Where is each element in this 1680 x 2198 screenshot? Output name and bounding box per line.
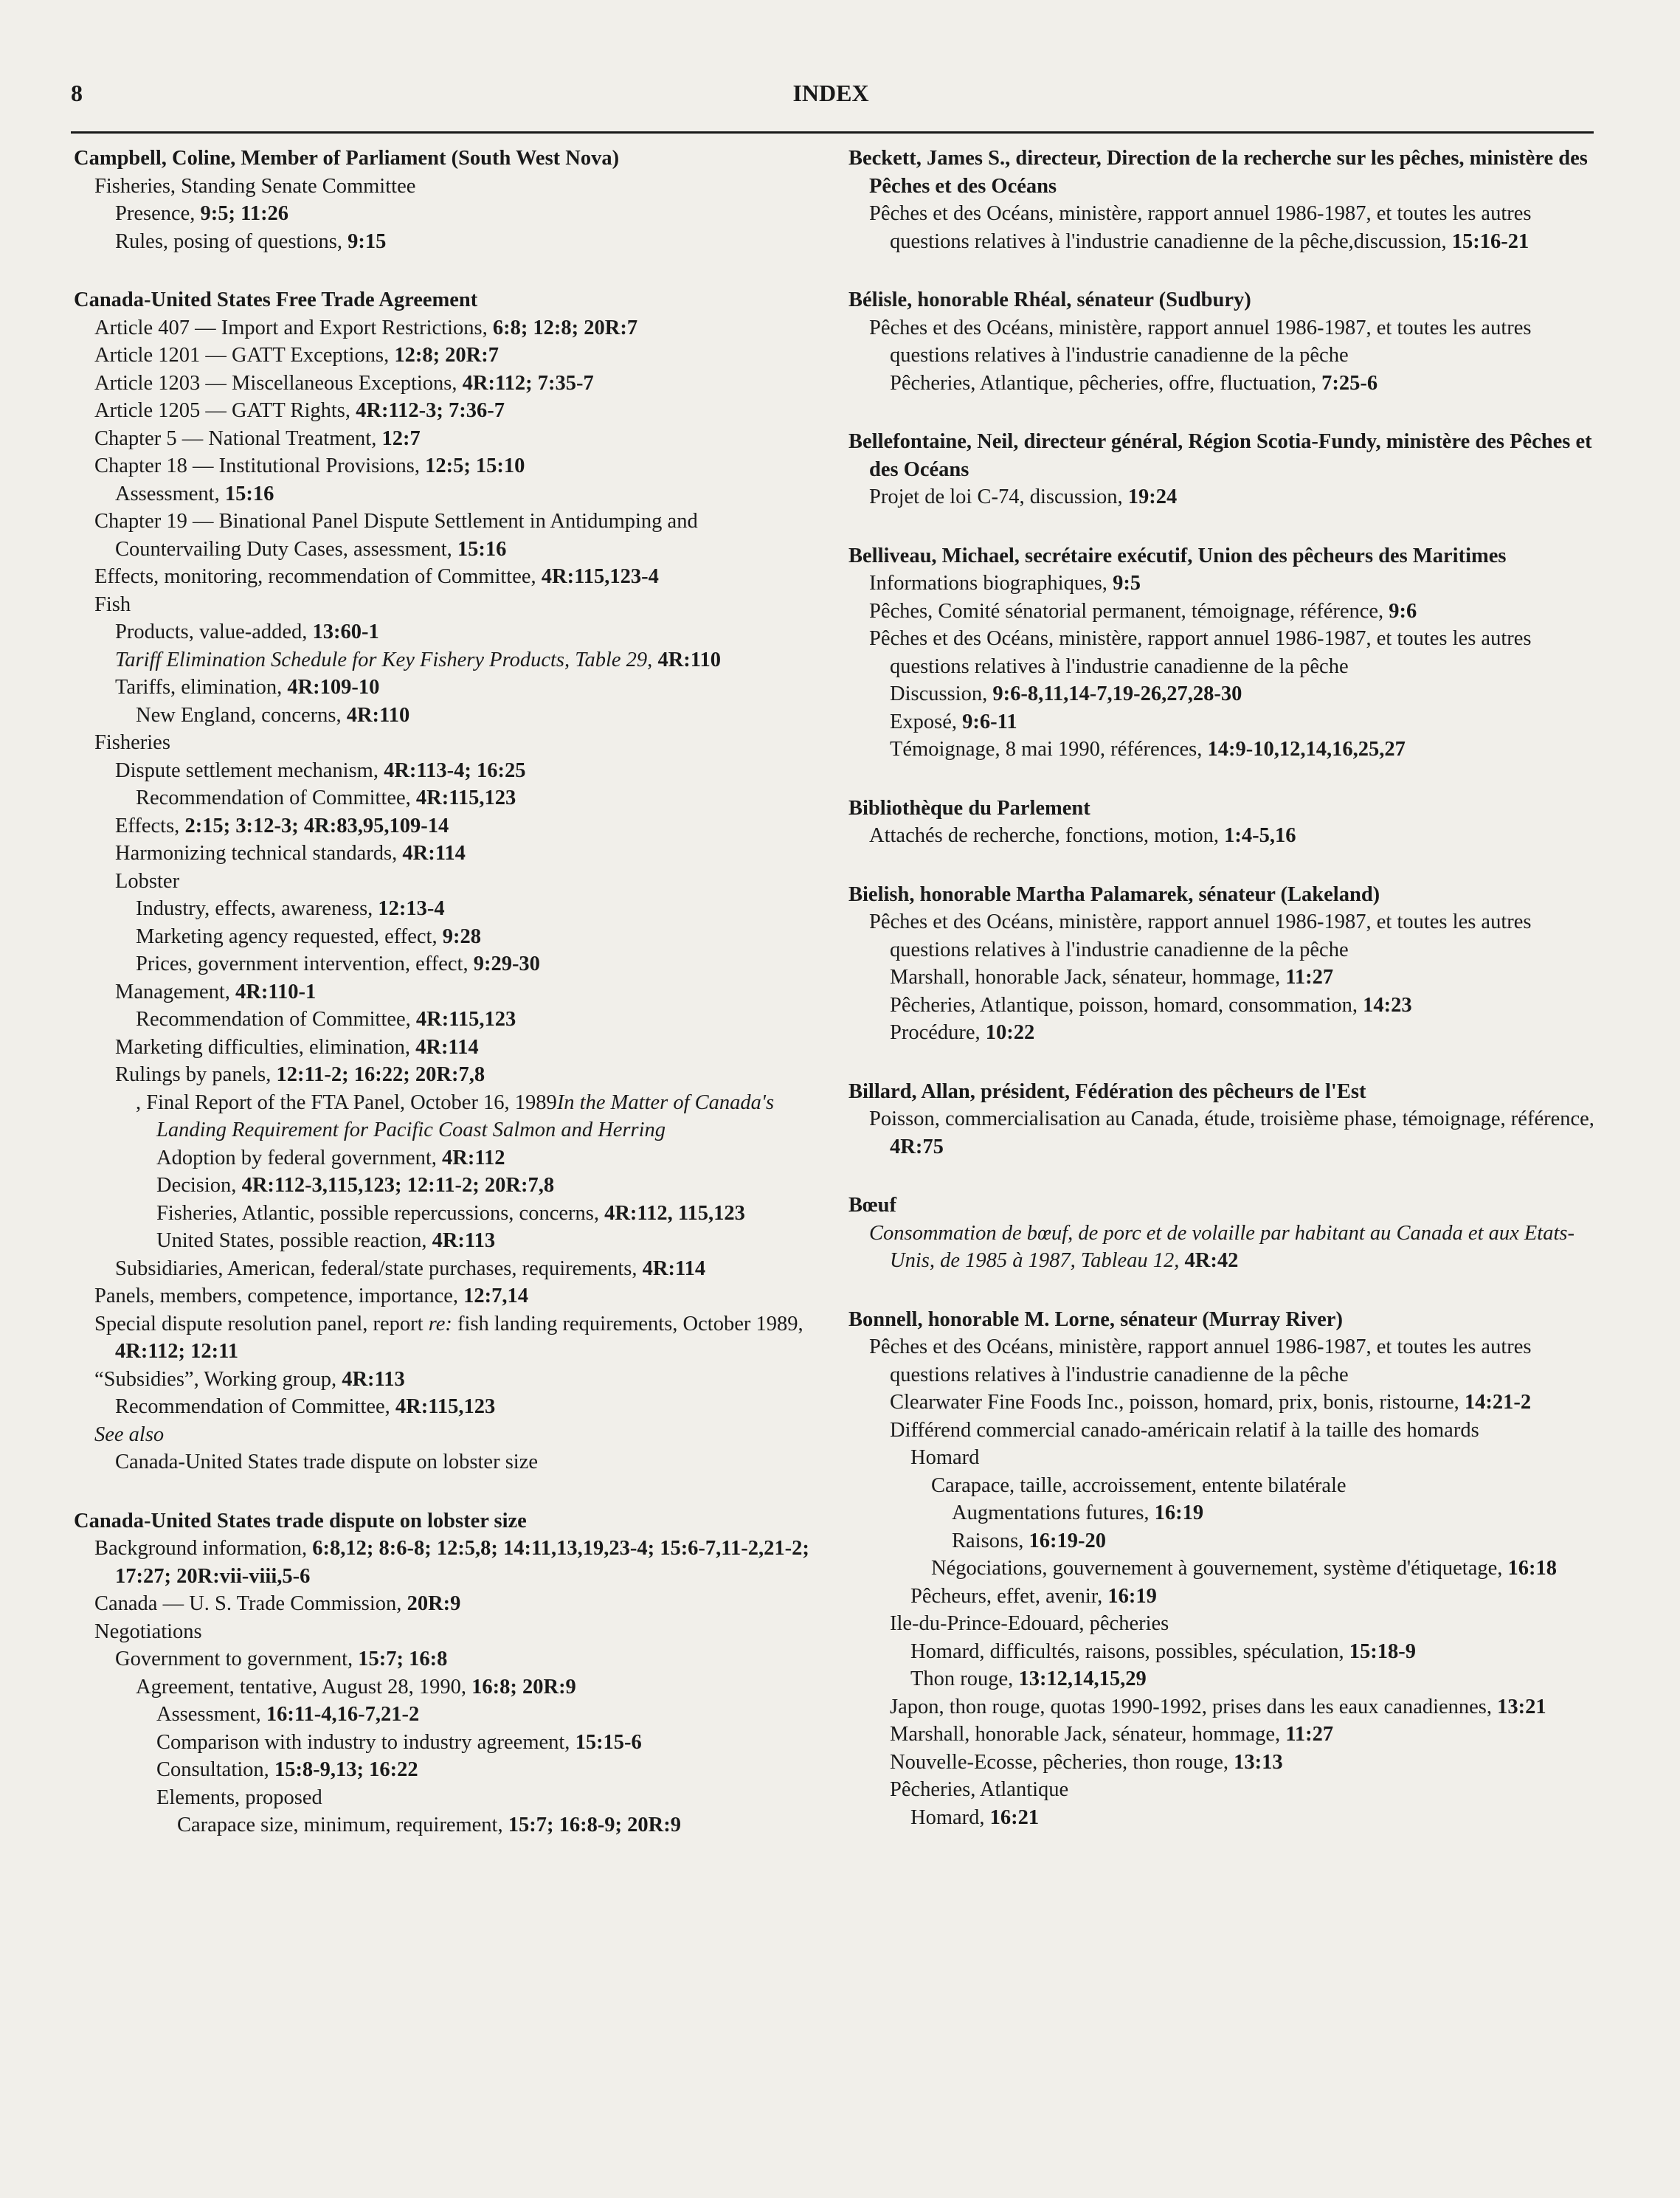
entry-text: Thon rouge, bbox=[910, 1667, 1019, 1690]
entry-text: Fisheries bbox=[94, 731, 170, 754]
index-entry bbox=[848, 145, 1601, 255]
entry-text: Article 1205 — GATT Rights, bbox=[94, 399, 356, 422]
page-reference: 9:29-30 bbox=[473, 953, 540, 975]
subentry-line bbox=[94, 1282, 826, 1310]
page-reference: 16:8; 20R:9 bbox=[471, 1675, 576, 1698]
page-reference: 4R:110 bbox=[657, 648, 721, 671]
entry-text: Pêches et des Océans, ministère, rapport annuel 1986-1987, et toutes les autres questions relatives à l'industrie canadienne de la pêche bbox=[869, 316, 1532, 367]
page-reference: 4R:115,123 bbox=[415, 1008, 516, 1031]
entry-text: Tariffs, elimination, bbox=[115, 676, 288, 699]
page-reference: 12:11-2; 16:22; 20R:7,8 bbox=[276, 1063, 485, 1086]
subentry-line bbox=[94, 1535, 826, 1590]
entry-text: Subsidiaries, American, federal/state purchases, requirements, bbox=[115, 1257, 643, 1280]
entry-text: Pêcheries, Atlantique, poisson, homard, consommation, bbox=[890, 993, 1363, 1017]
page-reference: 12:5; 15:10 bbox=[425, 455, 525, 477]
subentry-line bbox=[136, 950, 826, 978]
page-reference: 12:8; 20R:7 bbox=[394, 344, 499, 367]
index-entry bbox=[848, 795, 1601, 850]
subentry-line bbox=[94, 314, 826, 342]
subentry-line bbox=[115, 618, 826, 646]
subentry-line bbox=[156, 1227, 826, 1255]
entry-text: Carapace size, minimum, requirement, bbox=[177, 1814, 508, 1836]
entry-heading: Beckett, James S., directeur, Direction de la recherche sur les pêches, ministère des Pêches et des Océans bbox=[848, 147, 1588, 198]
entry-text: Négociations, gouvernement à gouvernement, système d'étiquetage, bbox=[931, 1557, 1508, 1580]
index-entry bbox=[848, 286, 1601, 397]
page-reference: 2:15; 3:12-3; 4R:83,95,109-14 bbox=[184, 814, 449, 837]
entry-text: Fisheries, Atlantic, possible repercussions, concerns, bbox=[156, 1201, 605, 1225]
page-reference: 15:16 bbox=[224, 482, 274, 505]
subentry-line bbox=[136, 923, 826, 951]
subentry-line bbox=[177, 1811, 826, 1839]
subentry-line bbox=[94, 563, 826, 591]
page-reference: 13:13 bbox=[1234, 1750, 1283, 1774]
subentry-line bbox=[910, 1638, 1601, 1666]
subentry-line bbox=[115, 868, 826, 896]
italic-title: Consommation de bœuf, de porc et de volaille par habitant au Canada et aux Etats-Unis, de 1985 à 1987, Tableau 12, bbox=[869, 1221, 1574, 1272]
page-reference: 4R:42 bbox=[1184, 1249, 1239, 1272]
entry-text: Pêches et des Océans, ministère, rapport annuel 1986-1987, et toutes les autres questions relatives à l'industrie canadienne de la pêche bbox=[869, 910, 1532, 961]
entry-text: Industry, effects, awareness, bbox=[136, 897, 378, 920]
subentry-line bbox=[931, 1472, 1601, 1500]
page-reference: 4R:112-3; 7:36-7 bbox=[356, 399, 505, 422]
entry-heading: Bœuf bbox=[848, 1194, 896, 1217]
entry-text: Différend commercial canado-américain relatif à la taille des homards bbox=[890, 1418, 1479, 1442]
entry-text: Carapace, taille, accroissement, entente bilatérale bbox=[931, 1473, 1347, 1497]
subentry-line bbox=[869, 1220, 1601, 1275]
subentry-line bbox=[115, 228, 826, 256]
entry-text: Attachés de recherche, fonctions, motion, bbox=[869, 824, 1225, 847]
subentry-line bbox=[115, 978, 826, 1006]
entry-heading: Campbell, Coline, Member of Parliament (South West Nova) bbox=[74, 147, 620, 170]
subentry-line bbox=[931, 1555, 1601, 1583]
subentry-line bbox=[156, 1756, 826, 1784]
subentry-line bbox=[890, 370, 1601, 398]
page-reference: 9:5 bbox=[1113, 572, 1141, 595]
subentry-line bbox=[910, 1665, 1601, 1693]
subentry-line bbox=[94, 397, 826, 425]
entry-text: Government to government, bbox=[115, 1648, 359, 1670]
page-reference: 13:21 bbox=[1497, 1695, 1546, 1718]
entry-text: fish landing requirements, October 1989, bbox=[452, 1312, 803, 1335]
page-reference: 4R:109-10 bbox=[287, 676, 380, 699]
subentry-line bbox=[869, 908, 1601, 964]
subentry-line bbox=[910, 1583, 1601, 1611]
index-entry bbox=[848, 1078, 1601, 1161]
entry-text: Recommendation of Committee, bbox=[136, 1008, 416, 1031]
subentry-line bbox=[115, 1255, 826, 1283]
subentry-line bbox=[94, 452, 826, 480]
entry-text: Chapter 18 — Institutional Provisions, bbox=[94, 455, 426, 477]
entry-text: Discussion, bbox=[890, 682, 993, 705]
header-rule bbox=[71, 131, 1594, 134]
subentry-line bbox=[94, 729, 826, 757]
subentry-line bbox=[156, 1701, 826, 1729]
subentry-line bbox=[94, 1310, 826, 1366]
page-reference: 7:25-6 bbox=[1321, 371, 1378, 395]
italic-title: Tariff Elimination Schedule for Key Fishery Products, Table 29, bbox=[115, 648, 658, 671]
entry-text: Presence, bbox=[115, 202, 201, 225]
page-header bbox=[71, 80, 1591, 131]
entry-text: Japon, thon rouge, quotas 1990-1992, prises dans les eaux canadiennes, bbox=[890, 1695, 1498, 1718]
entry-text: Elements, proposed bbox=[156, 1786, 322, 1809]
entry-text: Adoption by federal government, bbox=[156, 1146, 443, 1169]
page-reference: 15:18-9 bbox=[1349, 1639, 1416, 1663]
page-reference: 11:27 bbox=[1285, 966, 1334, 989]
entry-text: Agreement, tentative, August 28, 1990, bbox=[136, 1675, 472, 1698]
entry-text: Procédure, bbox=[890, 1021, 986, 1044]
entry-text: Pêcheries, Atlantique, pêcheries, offre, fluctuation, bbox=[890, 371, 1322, 395]
page-reference: 9:6-8,11,14-7,19-26,27,28-30 bbox=[992, 682, 1242, 705]
entry-text: Augmentations futures, bbox=[952, 1501, 1155, 1524]
subentry-line bbox=[869, 483, 1601, 511]
page-reference: 16:18 bbox=[1507, 1557, 1558, 1580]
entry-text: Nouvelle-Ecosse, pêcheries, thon rouge, bbox=[890, 1750, 1234, 1774]
subentry-line bbox=[94, 370, 826, 398]
subentry-line bbox=[869, 625, 1601, 680]
page-reference: 16:11-4,16-7,21-2 bbox=[266, 1703, 420, 1726]
subentry-line bbox=[910, 1804, 1601, 1832]
subentry-line bbox=[136, 702, 826, 730]
subentry-line bbox=[94, 591, 826, 619]
subentry-line bbox=[890, 1721, 1601, 1749]
subentry-line bbox=[890, 1019, 1601, 1047]
entry-text: Marketing difficulties, elimination, bbox=[115, 1035, 416, 1059]
subentry-line bbox=[94, 1618, 826, 1646]
page-number: 8 bbox=[71, 80, 83, 106]
index-entry bbox=[848, 1192, 1601, 1275]
subentry-line bbox=[115, 840, 826, 868]
entry-text: Fisheries, Standing Senate Committee bbox=[94, 174, 416, 198]
page-reference: 20R:9 bbox=[407, 1592, 461, 1615]
entry-text: Rules, posing of questions, bbox=[115, 229, 348, 253]
entry-heading: Bibliothèque du Parlement bbox=[848, 796, 1090, 820]
page-reference: 6:8,12; 8:6-8; 12:5,8; 14:11,13,19,23-4; 15:6-7,11-2,21-2; 17:27; 20R:vii-viii,5-6 bbox=[115, 1537, 809, 1588]
page-reference: 11:27 bbox=[1285, 1723, 1334, 1746]
subentry-line bbox=[869, 598, 1601, 626]
entry-text: Pêcheries, Atlantique bbox=[890, 1778, 1069, 1801]
index-entry bbox=[848, 428, 1601, 511]
subentry-line bbox=[94, 508, 826, 563]
page-reference: 10:22 bbox=[985, 1021, 1035, 1044]
page-reference: 4R:110 bbox=[346, 703, 410, 727]
subentry-line bbox=[890, 680, 1601, 708]
subentry-line bbox=[115, 1448, 826, 1476]
subentry-line bbox=[156, 1172, 826, 1200]
entry-heading: Canada-United States trade dispute on lobster size bbox=[74, 1509, 527, 1532]
entry-text: Canada — U. S. Trade Commission, bbox=[94, 1592, 407, 1615]
subentry-line bbox=[156, 1144, 826, 1172]
subentry-line bbox=[869, 570, 1601, 598]
page-reference: 15:8-9,13; 16:22 bbox=[274, 1758, 418, 1781]
entry-heading: Bélisle, honorable Rhéal, sénateur (Sudbury) bbox=[848, 288, 1251, 311]
running-title: INDEX bbox=[792, 80, 869, 106]
italic-title: See also bbox=[94, 1423, 165, 1446]
entry-text: Prices, government intervention, effect, bbox=[136, 953, 474, 975]
page-reference: 4R:112 bbox=[442, 1146, 505, 1169]
page-reference: 4R:112-3,115,123; 12:11-2; 20R:7,8 bbox=[241, 1174, 555, 1197]
entry-heading: Bonnell, honorable M. Lorne, sénateur (Murray River) bbox=[848, 1307, 1343, 1331]
entry-text: Homard, bbox=[910, 1805, 990, 1829]
index-entry bbox=[848, 1306, 1601, 1832]
entry-text: Article 1203 — Miscellaneous Exceptions, bbox=[94, 371, 463, 395]
page-reference: 9:6 bbox=[1389, 599, 1417, 623]
entry-text: Article 407 — Import and Export Restrictions, bbox=[94, 316, 493, 339]
entry-text: Special dispute resolution panel, report bbox=[94, 1312, 429, 1335]
entry-text: Panels, members, competence, importance, bbox=[94, 1285, 464, 1307]
index-entry bbox=[848, 542, 1601, 764]
subentry-line bbox=[890, 1749, 1601, 1777]
subentry-line bbox=[952, 1499, 1601, 1527]
page-reference: 13:12,14,15,29 bbox=[1018, 1667, 1147, 1690]
entry-text: Article 1201 — GATT Exceptions, bbox=[94, 344, 395, 367]
page-reference: 15:7; 16:8 bbox=[358, 1648, 448, 1670]
page-reference: 4R:115,123-4 bbox=[541, 565, 659, 588]
entry-text: Pêches, Comité sénatorial permanent, témoignage, référence, bbox=[869, 599, 1389, 623]
subentry-line bbox=[115, 200, 826, 228]
page-reference: 13:60-1 bbox=[312, 621, 379, 643]
page-reference: 14:21-2 bbox=[1464, 1391, 1532, 1414]
page-reference: 12:7,14 bbox=[463, 1285, 529, 1307]
italic-title: re: bbox=[428, 1312, 452, 1335]
entry-text: Comparison with industry to industry agreement, bbox=[156, 1730, 575, 1754]
page-reference: 9:28 bbox=[442, 925, 481, 948]
entry-text: Marshall, honorable Jack, sénateur, hommage, bbox=[890, 1723, 1286, 1746]
subentry-line bbox=[869, 314, 1601, 370]
subentry-line bbox=[890, 964, 1601, 992]
entry-text: Decision, bbox=[156, 1174, 242, 1197]
index-entry bbox=[74, 286, 826, 1476]
entry-text: , Final Report of the FTA Panel, October 16, 1989 bbox=[136, 1091, 557, 1114]
page-reference: 16:19 bbox=[1154, 1501, 1204, 1524]
subentry-line bbox=[869, 822, 1601, 850]
page-reference: 4R:114 bbox=[642, 1257, 706, 1280]
entry-text: Projet de loi C-74, discussion, bbox=[869, 485, 1128, 508]
entry-text: “Subsidies”, Working group, bbox=[94, 1367, 342, 1391]
entry-text: Clearwater Fine Foods Inc., poisson, homard, prix, bonis, ristourne, bbox=[890, 1391, 1465, 1414]
subentry-line bbox=[890, 1693, 1601, 1721]
subentry-line bbox=[136, 1089, 826, 1144]
page-reference: 4R:114 bbox=[415, 1035, 479, 1059]
subentry-line bbox=[115, 757, 826, 785]
entry-text: Pêches et des Océans, ministère, rapport annuel 1986-1987, et toutes les autres questions relatives à l'industrie canadienne de la pêche bbox=[869, 627, 1532, 678]
entry-text: Effects, bbox=[115, 814, 185, 837]
subentry-line bbox=[890, 708, 1601, 736]
entry-text: Raisons, bbox=[952, 1529, 1029, 1552]
page-reference: 4R:113 bbox=[342, 1367, 405, 1391]
entry-text: Rulings by panels, bbox=[115, 1063, 277, 1086]
page-reference: 4R:75 bbox=[890, 1135, 944, 1158]
page-reference: 4R:110-1 bbox=[235, 980, 317, 1003]
subentry-line bbox=[890, 1776, 1601, 1804]
entry-text: Homard, difficultés, raisons, possibles, spéculation, bbox=[910, 1639, 1349, 1663]
page-reference: 16:19-20 bbox=[1029, 1529, 1106, 1552]
subentry-line bbox=[94, 1590, 826, 1618]
subentry-line bbox=[115, 1393, 826, 1421]
entry-heading: Belliveau, Michael, secrétaire exécutif, Union des pêcheurs des Maritimes bbox=[848, 544, 1507, 567]
entry-text: New England, concerns, bbox=[136, 703, 347, 727]
entry-text: Management, bbox=[115, 980, 236, 1003]
entry-heading: Billard, Allan, président, Fédération des pêcheurs de l'Est bbox=[848, 1079, 1366, 1103]
entry-text: Ile-du-Prince-Edouard, pêcheries bbox=[890, 1612, 1169, 1635]
entry-text: Informations biographiques, bbox=[869, 572, 1113, 595]
index-entry bbox=[848, 881, 1601, 1047]
index-column-right bbox=[848, 145, 1601, 1862]
entry-text: Background information, bbox=[94, 1537, 313, 1560]
subentry-line bbox=[890, 1389, 1601, 1417]
entry-text: Consultation, bbox=[156, 1758, 274, 1781]
subentry-line bbox=[136, 895, 826, 923]
page-reference: 4R:113 bbox=[432, 1229, 496, 1252]
entry-heading: Canada-United States Free Trade Agreement bbox=[74, 288, 478, 311]
page-reference: 19:24 bbox=[1127, 485, 1178, 508]
subentry-line bbox=[890, 1417, 1601, 1445]
subentry-line bbox=[115, 646, 826, 674]
index-entry bbox=[74, 1507, 826, 1839]
subentry-line bbox=[94, 1421, 826, 1449]
entry-text: United States, possible reaction, bbox=[156, 1229, 432, 1252]
subentry-line bbox=[890, 1610, 1601, 1638]
page-reference: 12:7 bbox=[381, 426, 421, 450]
entry-text: Marshall, honorable Jack, sénateur, hommage, bbox=[890, 966, 1286, 989]
subentry-line bbox=[869, 1333, 1601, 1389]
subentry-line bbox=[890, 736, 1601, 764]
subentry-line bbox=[869, 200, 1601, 255]
entry-text: Chapter 19 — Binational Panel Dispute Settlement in Antidumping and Countervailing Duty Cases, assessment, bbox=[94, 510, 698, 561]
subentry-line bbox=[910, 1444, 1601, 1472]
entry-text: Negotiations bbox=[94, 1620, 202, 1643]
page-reference: 16:19 bbox=[1107, 1584, 1157, 1608]
page-reference: 15:15-6 bbox=[575, 1730, 642, 1754]
entry-text: Assessment, bbox=[156, 1703, 266, 1726]
entry-heading: Bellefontaine, Neil, directeur général, Région Scotia-Fundy, ministère des Pêches et des Océans bbox=[848, 430, 1592, 481]
subentry-line bbox=[94, 425, 826, 453]
page-reference: 4R:113-4; 16:25 bbox=[384, 758, 526, 782]
entry-text: Chapter 5 — National Treatment, bbox=[94, 426, 382, 450]
subentry-line bbox=[869, 1105, 1601, 1161]
index-column-left bbox=[74, 145, 826, 1870]
subentry-line bbox=[156, 1729, 826, 1757]
entry-text: Poisson, commercialisation au Canada, étude, troisième phase, témoignage, référence, bbox=[869, 1107, 1594, 1130]
entry-text: Lobster bbox=[115, 869, 180, 893]
entry-text: Dispute settlement mechanism, bbox=[115, 758, 384, 782]
page-reference: 14:23 bbox=[1363, 993, 1412, 1017]
subentry-line bbox=[890, 992, 1601, 1020]
page-reference: 15:16 bbox=[457, 537, 507, 561]
page-reference: 4R:114 bbox=[402, 842, 466, 865]
subentry-line bbox=[136, 784, 826, 812]
entry-text: Harmonizing technical standards, bbox=[115, 842, 403, 865]
page-reference: 15:7; 16:8-9; 20R:9 bbox=[508, 1814, 681, 1836]
entry-text: Fish bbox=[94, 592, 131, 616]
entry-text: Marketing agency requested, effect, bbox=[136, 925, 443, 948]
page-reference: 15:16-21 bbox=[1451, 229, 1529, 253]
page-reference: 12:13-4 bbox=[378, 897, 445, 920]
entry-text: Recommendation of Committee, bbox=[136, 787, 416, 809]
subentry-line bbox=[94, 342, 826, 370]
entry-text: Homard bbox=[910, 1446, 980, 1469]
subentry-line bbox=[115, 1034, 826, 1062]
page-reference: 4R:115,123 bbox=[395, 1395, 496, 1418]
entry-text: Recommendation of Committee, bbox=[115, 1395, 395, 1418]
subentry-line bbox=[115, 1645, 826, 1673]
entry-text: Témoignage, 8 mai 1990, références, bbox=[890, 738, 1208, 761]
page-reference: 4R:112; 12:11 bbox=[115, 1340, 239, 1363]
subentry-line bbox=[115, 480, 826, 508]
page-reference: 9:5; 11:26 bbox=[200, 202, 289, 225]
entry-text: Exposé, bbox=[890, 710, 963, 733]
page-reference: 4R:112; 7:35-7 bbox=[462, 371, 594, 395]
italic-title: In the Matter of Canada's Landing Requirement for Pacific Coast Salmon and Herring bbox=[156, 1091, 775, 1141]
entry-text: Canada-United States trade dispute on lobster size bbox=[115, 1451, 539, 1473]
subentry-line bbox=[115, 1061, 826, 1089]
subentry-line bbox=[115, 674, 826, 702]
entry-text: Products, value-added, bbox=[115, 621, 313, 643]
subentry-line bbox=[156, 1784, 826, 1812]
page-reference: 9:15 bbox=[348, 229, 387, 253]
page-reference: 4R:112, 115,123 bbox=[604, 1201, 745, 1225]
entry-text: Pêches et des Océans, ministère, rapport annuel 1986-1987, et toutes les autres questions relatives à l'industrie canadienne de la pêche,discussion, bbox=[869, 202, 1532, 253]
subentry-line bbox=[136, 1673, 826, 1701]
entry-heading: Bielish, honorable Martha Palamarek, sénateur (Lakeland) bbox=[848, 882, 1380, 906]
entry-text: Assessment, bbox=[115, 482, 225, 505]
subentry-line bbox=[136, 1006, 826, 1034]
entry-text: Pêcheurs, effet, avenir, bbox=[910, 1584, 1108, 1608]
subentry-line bbox=[115, 812, 826, 840]
subentry-line bbox=[156, 1200, 826, 1228]
page-reference: 1:4-5,16 bbox=[1224, 824, 1296, 847]
subentry-line bbox=[94, 1366, 826, 1394]
page-reference: 4R:115,123 bbox=[415, 787, 516, 809]
subentry-line bbox=[94, 173, 826, 201]
page-reference: 16:21 bbox=[989, 1805, 1040, 1829]
page-reference: 9:6-11 bbox=[962, 710, 1017, 733]
index-entry bbox=[74, 145, 826, 255]
page-reference: 6:8; 12:8; 20R:7 bbox=[492, 316, 638, 339]
entry-text: Pêches et des Océans, ministère, rapport annuel 1986-1987, et toutes les autres questions relatives à l'industrie canadienne de la pêche bbox=[869, 1335, 1532, 1386]
page-reference: 14:9-10,12,14,16,25,27 bbox=[1207, 738, 1406, 761]
subentry-line bbox=[952, 1527, 1601, 1555]
entry-text: Effects, monitoring, recommendation of Committee, bbox=[94, 565, 542, 588]
